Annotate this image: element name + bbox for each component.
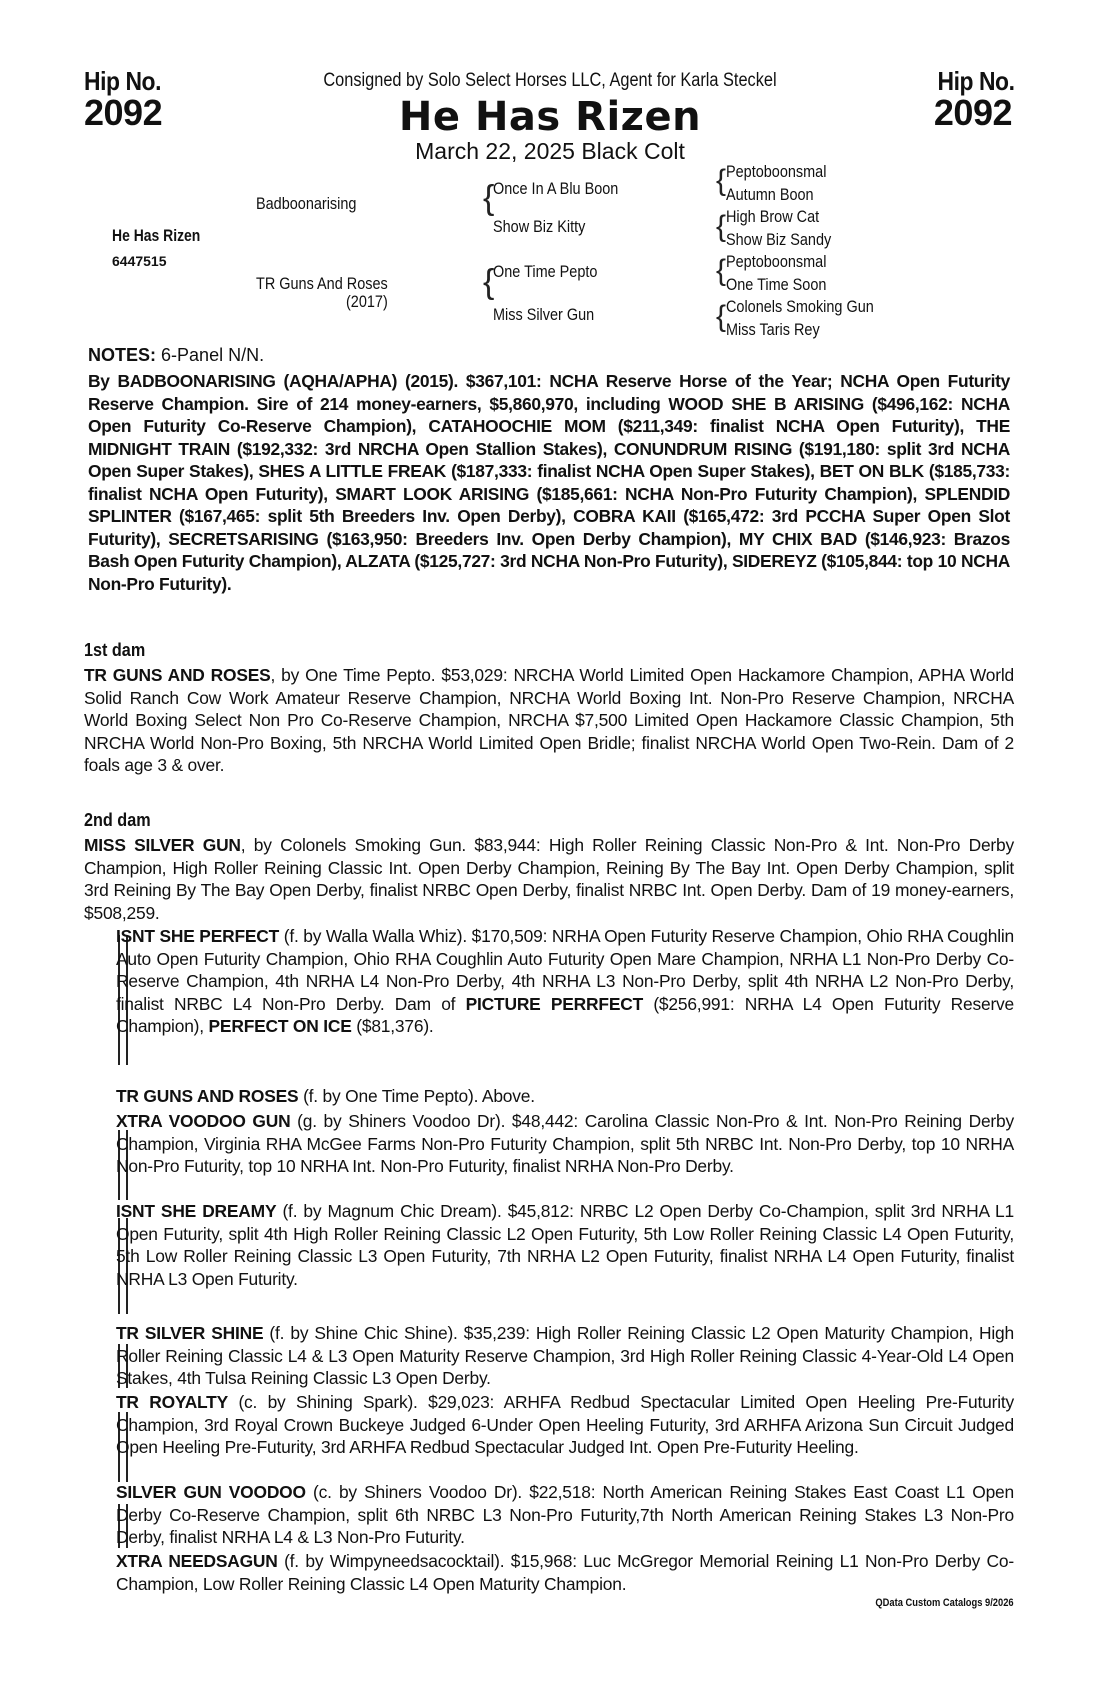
produce-entry (116, 1085, 1014, 1108)
second-dam-text: , by Colonels Smoking Gun. $83,944: High Roller Reining Classic Non-Pro & Int. Non-Pro Derby Champion, High Roller Reining Classic Int. Open Derby Champion, Reining By The Bay Int. Open Derby Champion, split 3rd Reining By The Bay Open Derby, finalist NRBC Open Derby, finalist NRBC Int. Open Derby. Dam of 19 money-earners, $508,259. (84, 835, 1014, 923)
hip-label-right: Hip No. (937, 66, 1014, 96)
first-dam-heading: 1st dam (84, 640, 146, 660)
produce-name: SILVER GUN VOODOO (116, 1482, 306, 1502)
pedigree-subject-name: He Has Rizen (112, 226, 201, 245)
produce-foal-text: ($256,991: NRHA L4 Open Futurity Reserve Champion), (116, 993, 1015, 1036)
foaling-info: March 22, 2025 Black Colt (415, 138, 685, 164)
first-dam-entry (84, 664, 1014, 777)
produce-name: XTRA VOODOO GUN (116, 1111, 291, 1131)
brace-dam: { (483, 263, 495, 301)
notes-label: NOTES: (88, 345, 157, 365)
footer-credit: QData Custom Catalogs 9/2026 (875, 1597, 1014, 1609)
produce-name: ISNT SHE PERFECT (116, 926, 280, 946)
consignor-line: Consigned by Solo Select Horses LLC, Agent for Karla Steckel (323, 70, 777, 91)
pedigree-dam-sire: One Time Pepto (493, 262, 598, 281)
brace-g3-2: { (716, 210, 727, 243)
pedigree-sire-sire: Once In A Blu Boon (493, 179, 619, 198)
hip-label-left: Hip No. (84, 66, 161, 96)
produce-entry (116, 1322, 1014, 1390)
first-dam-name: TR GUNS AND ROSES (84, 665, 271, 685)
produce-foal-name: PICTURE PERRFECT (465, 993, 644, 1014)
produce-entry (116, 1391, 1014, 1459)
pedigree-dam-year: (2017) (346, 292, 388, 311)
produce-text: (f. by Wimpyneedsacocktail). $15,968: Luc McGregor Memorial Reining L1 Non-Pro Derby Co-Champion, Low Roller Reining Classic L4 Open Maturity Champion. (116, 1551, 1014, 1594)
produce-entry (116, 1110, 1014, 1178)
produce-text: (f. by Walla Walla Whiz). $170,509: NRHA Open Futurity Reserve Champion, Ohio RHA Coughlin Auto Open Futurity Champion, Ohio RHA Coughlin Auto Futurity Open Mare Champion, NRHA L1 Non-Pro Derby Co-Reserve Champion, 4th NRHA L4 Non-Pro Derby, 4th NRHA L3 Non-Pro Derby, split 4th NRHA L2 Non-Pro Derby, finalist NRBC L4 Non-Pro Derby. Dam of (116, 926, 1014, 1014)
produce-name: TR ROYALTY (116, 1392, 229, 1412)
pedigree-g3-6: One Time Soon (726, 275, 827, 294)
produce-entry (116, 1200, 1014, 1290)
produce-name: ISNT SHE DREAMY (116, 1201, 277, 1221)
notes-text: 6-Panel N/N. (161, 345, 265, 365)
produce-name: XTRA NEEDSAGUN (116, 1551, 278, 1571)
pedigree-g3-3: High Brow Cat (726, 207, 820, 226)
hip-number-right: 2092 (933, 92, 1012, 133)
produce-name: TR SILVER SHINE (116, 1323, 264, 1343)
produce-text: (f. by Shine Chic Shine). $35,239: High Roller Reining Classic L2 Open Maturity Champion, High Roller Reining Classic L4 & L3 Open Maturity Reserve Champion, 3rd High Roller Reining Classic 4-Year-Old L4 Open Stakes, 4th Tulsa Reining Classic L3 Open Derby. (116, 1323, 1014, 1388)
second-dam-entry (84, 834, 1014, 924)
pedigree-g3-4: Show Biz Sandy (726, 230, 832, 249)
pedigree-subject-id: 6447515 (112, 253, 167, 269)
sire-paragraph: By BADBOONARISING (AQHA/APHA) (2015). $367,101: NCHA Reserve Horse of the Year; NCHA Open Futurity Reserve Champion. Sire of 214 money-earners, $5,860,970, including WOOD SHE B ARISING ($496,162: NCHA Open Futurity Co-Reserve Champion), CATAHOOCHIE MOM ($211,349: finalist NCHA Open Futurity), THE MIDNIGHT TRAIN ($192,332: 3rd NRCHA Open Stallion Stakes), CONUNDRUM RISING ($191,180: split 3rd NCHA Open Super Stakes), SHES A LITTLE FREAK ($187,333: finalist NCHA Open Super Stakes), BET ON BLK ($185,733: finalist NCHA Open Futurity), SMART LOOK ARISING ($185,661: NCHA Non-Pro Futurity Champion), SPLENDID SPLINTER ($167,465: split 5th Breeders Inv. Open Derby), COBRA KAII ($165,472: 3rd PCCHA Super Open Slot Futurity), SECRETSARISING ($163,950: Breeders Inv. Open Derby Champion), MY CHIX BAD ($146,923: Brazos Bash Open Futurity Champion), ALZATA ($125,727: 3rd NCHA Non-Pro Futurity), SIDEREYZ ($105,844: top 10 NCHA Non-Pro Futurity). (88, 371, 1010, 594)
pedigree-g3-1: Peptoboonsmal (726, 162, 827, 181)
brace-g3-4: { (716, 300, 727, 333)
produce-foal-name: PERFECT ON ICE (208, 1016, 352, 1036)
pedigree-g3-2: Autumn Boon (726, 185, 814, 204)
pedigree-sire-dam: Show Biz Kitty (493, 217, 586, 236)
produce-text: (g. by Shiners Voodoo Dr). $48,442: Carolina Classic Non-Pro & Int. Non-Pro Reining Derby Champion, Virginia RHA McGee Farms Non-Pro Futurity Champion, split 5th NRBC Int. Non-Pro Derby, top 10 NRHA Non-Pro Futurity, top 10 NRHA Int. Non-Pro Futurity, finalist NRHA Non-Pro Derby. (116, 1111, 1014, 1176)
pedigree-dam: TR Guns And Roses (256, 274, 388, 293)
pedigree-sire: Badboonarising (256, 194, 357, 213)
produce-entry (116, 1550, 1014, 1595)
produce-foal-text: ($81,376). (351, 1016, 434, 1036)
produce-text: (c. by Shiners Voodoo Dr). $22,518: North American Reining Stakes East Coast L1 Open Derby Co-Reserve Champion, split 6th NRBC L3 Non-Pro Futurity,7th North American Reining Stakes L3 Non-Pro Derby, finalist NRHA L4 & L3 Non-Pro Futurity. (116, 1482, 1014, 1547)
pedigree-g3-5: Peptoboonsmal (726, 252, 827, 271)
pedigree-g3-8: Miss Taris Rey (726, 320, 820, 339)
notes (88, 345, 264, 366)
horse-title: He Has Rizen (398, 94, 702, 140)
second-dam-heading: 2nd dam (84, 810, 151, 830)
produce-text: (f. by Magnum Chic Dream). $45,812: NRBC L2 Open Derby Co-Champion, split 3rd NRHA L1 Open Futurity, split 4th High Roller Reining Classic L2 Open Futurity, 5th Low Roller Reining Classic L4 Open Futurity, 5th Low Roller Reining Classic L3 Open Futurity, 7th NRHA L2 Open Futurity, finalist NRHA L4 Open Futurity, finalist NRHA L3 Open Futurity. (116, 1201, 1014, 1289)
first-dam-text: , by One Time Pepto. $53,029: NRCHA World Limited Open Hackamore Champion, APHA World Solid Ranch Cow Work Amateur Reserve Champion, NRCHA World Boxing Int. Non-Pro Reserve Champion, NRCHA World Boxing Select Non Pro Co-Reserve Champion, NRCHA $7,500 Limited Open Hackamore Classic Champion, 5th NRCHA World Non-Pro Boxing, 5th NRCHA World Limited Open Bridle; finalist NRCHA World Open Two-Rein. Dam of 2 foals age 3 & over. (84, 665, 1014, 775)
brace-sire: { (483, 179, 495, 217)
brace-g3-1: { (716, 164, 727, 197)
produce-text: (c. by Shining Spark). $29,023: ARHFA Redbud Spectacular Limited Open Heeling Pre-Futurity Champion, 3rd Royal Crown Buckeye Judged 6-Under Open Heeling Futurity, 3rd ARHFA Arizona Sun Circuit Judged Open Heeling Pre-Futurity, 3rd ARHFA Redbud Spectacular Judged Int. Open Pre-Futurity Heeling. (116, 1392, 1015, 1457)
brace-g3-3: { (716, 254, 727, 287)
produce-text: (f. by One Time Pepto). Above. (298, 1086, 535, 1106)
produce-entry (116, 1481, 1014, 1549)
produce-entry (116, 925, 1014, 1038)
pedigree-g3-7: Colonels Smoking Gun (726, 297, 874, 316)
hip-number-left: 2092 (84, 92, 163, 133)
second-dam-name: MISS SILVER GUN (84, 835, 241, 855)
pedigree-dam-dam: Miss Silver Gun (493, 305, 595, 324)
produce-name: TR GUNS AND ROSES (116, 1086, 299, 1106)
